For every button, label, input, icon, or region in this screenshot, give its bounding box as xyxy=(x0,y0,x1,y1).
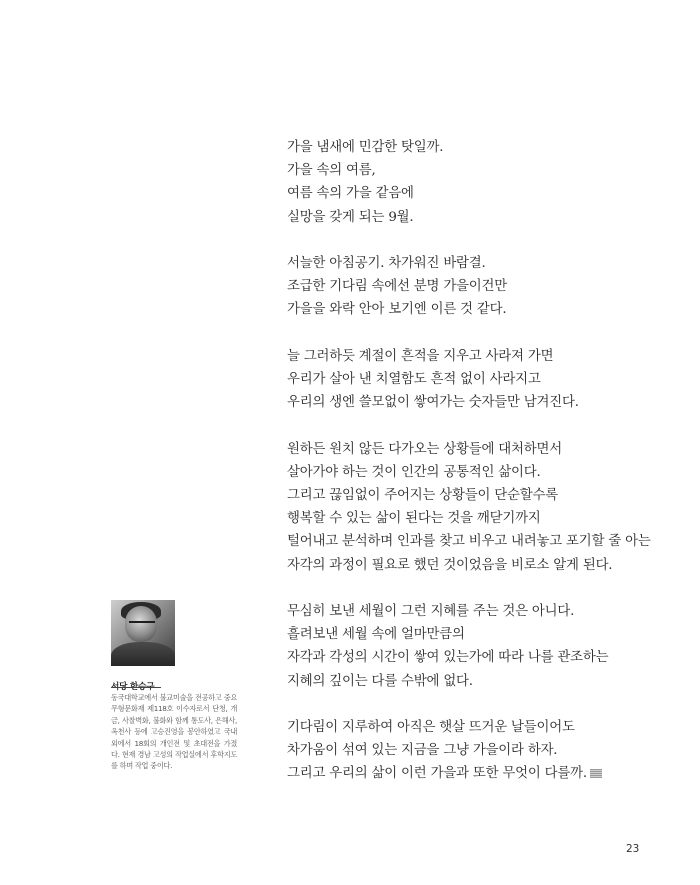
poem-line: 차가움이 섞여 있는 지금을 그냥 가을이라 하자. xyxy=(287,743,558,759)
page-number: 23 xyxy=(626,843,640,855)
author-name-row xyxy=(111,674,237,692)
stanza xyxy=(287,438,687,577)
author-bio: 동국대학교에서 불교미술을 전공하고 중요무형문화재 제118호 이수자로서 단청, 개금, 사찰벽화, 불화와 함께 통도사, 은해사, 옥천사 등에 고승진영을 봉안하였고 국내외에서 18회의 개인전 및 초대전을 가졌다. 현재 경남 고성의 작업실에서 후학지도를 하며 작업 중이다. xyxy=(111,693,237,771)
poem-line: 여름 속의 가을 같음에 xyxy=(287,186,414,202)
author-photo xyxy=(111,600,175,666)
stanza xyxy=(287,252,687,322)
poem-line: 서늘한 아침공기. 차가워진 바람결. xyxy=(287,256,486,271)
stanza xyxy=(287,716,687,786)
end-mark-icon xyxy=(590,769,602,778)
poem-line: 가을을 와락 안아 보기엔 이른 것 같다. xyxy=(287,302,507,318)
author-name: 서당 한승구 xyxy=(111,682,155,692)
poem-line: 살아가야 하는 것이 인간의 공통적인 삶이다. xyxy=(287,464,541,480)
poem-line: 늘 그러하듯 계절이 흔적을 지우고 사라져 가면 xyxy=(287,348,554,364)
poem-line: 털어내고 분석하며 인과를 찾고 비우고 내려놓고 포기할 줄 아는 xyxy=(287,534,651,550)
stanza xyxy=(287,600,687,693)
poem-line: 자각의 과정이 필요로 했던 것이었음을 비로소 알게 된다. xyxy=(287,557,613,573)
poem-line: 우리가 살아 낸 치열함도 흔적 없이 사라지고 xyxy=(287,372,541,387)
poem-line: 지혜의 깊이는 다를 수밖에 없다. xyxy=(287,673,473,689)
poem-line: 가을 냄새에 민감한 탓일까. xyxy=(287,140,444,155)
poem-line: 실망을 갖게 되는 9월. xyxy=(287,209,414,225)
poem-line: 무심히 보낸 세월이 그런 지혜를 주는 것은 아니다. xyxy=(287,604,575,619)
poem-line: 조급한 기다림 속에선 분명 가을이건만 xyxy=(287,279,507,295)
stanza xyxy=(287,345,687,415)
poem-line: 그리고 우리의 삶이 이런 가을과 또한 무엇이 다를까. xyxy=(287,762,687,785)
poem-line: 행복할 수 있는 삶이 된다는 것을 깨닫기까지 xyxy=(287,511,541,527)
stanza xyxy=(287,136,687,229)
poem-line: 가을 속의 여름, xyxy=(287,163,376,179)
poem-line: 흘려보낸 세월 속에 얼마만큼의 xyxy=(287,627,465,643)
poem-line: 우리의 생엔 쓸모없이 쌓여가는 숫자들만 남겨진다. xyxy=(287,395,579,411)
poem-line: 기다림이 지루하여 아직은 햇살 뜨거운 날들이어도 xyxy=(287,720,575,735)
author-profile xyxy=(111,600,237,772)
poem-text xyxy=(287,136,687,809)
author-name-underline xyxy=(111,687,161,688)
poem-line: 원하든 원치 않든 다가오는 상황들에 대처하면서 xyxy=(287,441,562,457)
poem-line: 자각과 각성의 시간이 쌓여 있는가에 따라 나를 관조하는 xyxy=(287,650,609,666)
poem-line: 그리고 끊임없이 주어지는 상황들이 단순할수록 xyxy=(287,488,558,503)
